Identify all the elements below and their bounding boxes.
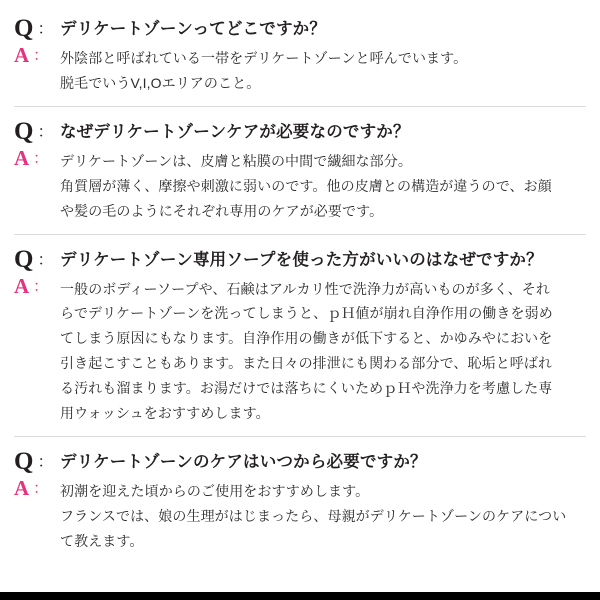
answer-line: らでデリケートゾーンを洗ってしまうと、ｐＨ値が崩れ自浄作用の働きを弱め bbox=[60, 305, 553, 322]
question-colon: ： bbox=[37, 123, 54, 141]
question-letter: Q bbox=[14, 15, 34, 42]
faq-item bbox=[14, 12, 586, 106]
answer-line: 脱毛でいうV,I,Oエリアのこと。 bbox=[60, 74, 261, 91]
answer-letter: A bbox=[14, 273, 30, 298]
answer-line: 外陰部と呼ばれている一帯をデリケートゾーンと呼んでいます。 bbox=[60, 50, 468, 66]
faq-answer bbox=[14, 45, 586, 96]
answer-line: て教えます。 bbox=[60, 532, 144, 549]
faq-question bbox=[14, 119, 586, 144]
answer-text bbox=[60, 45, 467, 96]
question-marker bbox=[14, 247, 60, 272]
answer-line: フランスでは、娘の生理がはじまったら、母親がデリケートゾーンのケアについ bbox=[60, 507, 567, 524]
question-colon: ： bbox=[37, 251, 54, 269]
question-colon: ： bbox=[37, 21, 54, 38]
question-text: なぜデリケートゾーンケアが必要なのですか？ bbox=[60, 122, 410, 141]
answer-text bbox=[60, 276, 553, 426]
faq-question bbox=[14, 247, 586, 272]
answer-colon: ： bbox=[33, 277, 49, 295]
answer-line: 角質層が薄く、摩擦や刺激に弱いのです。他の皮膚との構造が違うので、お顔 bbox=[60, 177, 552, 194]
answer-line: 用ウォッシュをおすすめします。 bbox=[60, 405, 270, 422]
answer-line: てしまう原因にもなります。自浄作用の働きが低下すると、かゆみやにおいを bbox=[60, 330, 553, 347]
faq-answer bbox=[14, 273, 586, 426]
answer-text bbox=[60, 478, 566, 554]
answer-colon: ： bbox=[33, 149, 49, 167]
faq-item bbox=[14, 436, 586, 564]
answer-marker bbox=[14, 475, 60, 500]
answer-colon: ： bbox=[33, 479, 49, 497]
faq-answer bbox=[14, 475, 586, 554]
faq-question bbox=[14, 449, 586, 474]
answer-line: る汚れも溜まります。お湯だけでは落ちにくいためｐＨや洗浄力を考慮した専 bbox=[60, 380, 553, 397]
answer-line: や髪の毛のようにそれぞれ専用のケアが必要です。 bbox=[60, 202, 384, 219]
answer-marker bbox=[14, 45, 60, 66]
answer-line: 初潮を迎えた頃からのご使用をおすすめします。 bbox=[60, 482, 370, 499]
question-marker bbox=[14, 449, 60, 474]
faq-item bbox=[14, 106, 586, 234]
question-text: デリケートゾーンのケアはいつから必要ですか？ bbox=[60, 452, 427, 471]
answer-line: デリケートゾーンは、皮膚と粘膜の中間で繊細な部分。 bbox=[60, 152, 412, 169]
answer-letter: A bbox=[14, 475, 30, 500]
answer-colon: ： bbox=[33, 47, 49, 64]
question-letter: Q bbox=[14, 447, 34, 475]
question-letter: Q bbox=[14, 117, 34, 145]
question-letter: Q bbox=[14, 245, 34, 273]
faq-answer bbox=[14, 145, 586, 224]
question-text: デリケートゾーンってどこですか？ bbox=[60, 20, 327, 38]
faq-question bbox=[14, 16, 586, 41]
question-colon: ： bbox=[37, 453, 54, 471]
answer-text bbox=[60, 148, 552, 224]
answer-line: 一般のボディーソープや、石鹸はアルカリ性で洗浄力が高いものが多く、それ bbox=[60, 280, 550, 297]
answer-marker bbox=[14, 145, 60, 170]
bottom-rule bbox=[0, 592, 600, 600]
answer-line: 引き起こすこともあります。また日々の排泄にも関わる部分で、恥垢と呼ばれ bbox=[60, 355, 553, 372]
question-text: デリケートゾーン専用ソープを使った方がいいのはなぜですか？ bbox=[60, 250, 543, 269]
answer-letter: A bbox=[14, 43, 30, 67]
faq-item bbox=[14, 234, 586, 436]
question-marker bbox=[14, 16, 60, 41]
answer-marker bbox=[14, 273, 60, 298]
answer-letter: A bbox=[14, 145, 30, 170]
question-marker bbox=[14, 119, 60, 144]
